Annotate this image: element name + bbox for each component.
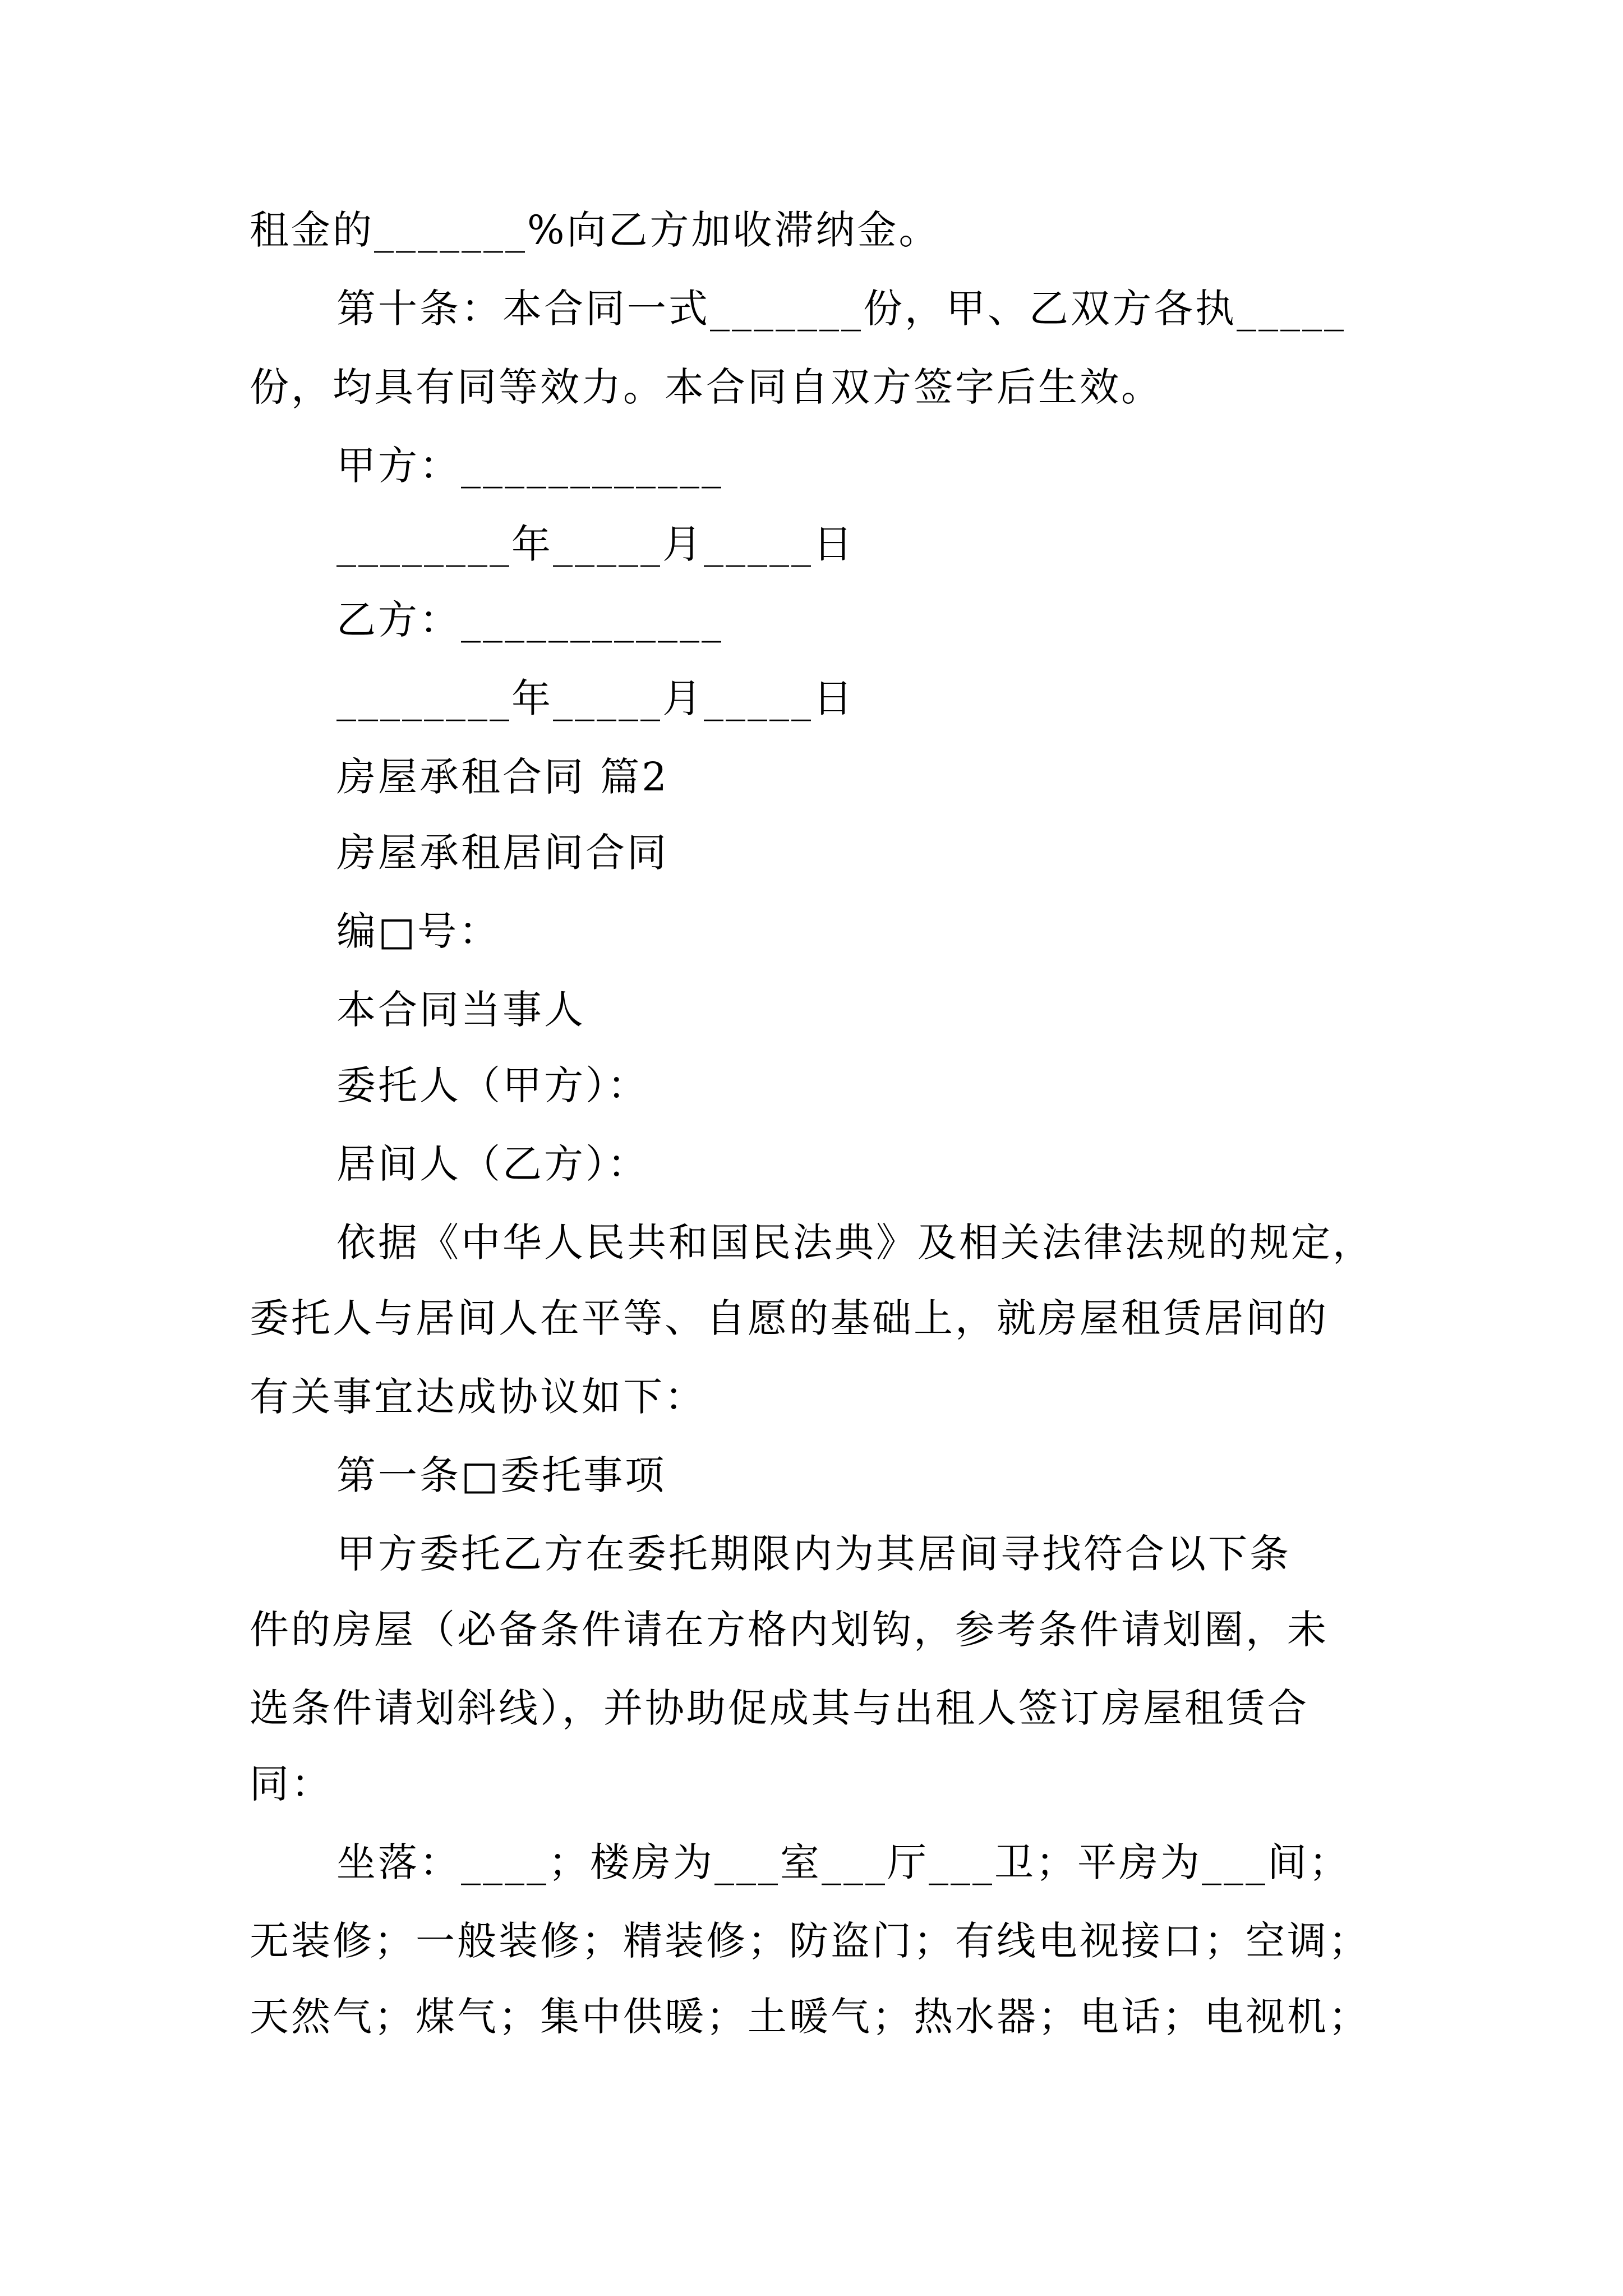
paragraph-article-10-line-2: 份，均具有同等效力。本合同自双方签字后生效。: [250, 364, 1163, 410]
article-1-line-3: 选条件请划斜线），并协助促成其与出租人签订房屋租赁合: [250, 1685, 1309, 1731]
article-1-line-4: 同：: [250, 1761, 333, 1807]
basis-line-1: 依据《中华人民共和国民法典》及相关法律法规的规定，: [336, 1220, 1374, 1266]
article-1-title: 第一条□委托事项: [336, 1452, 667, 1498]
location-line-1: 坐落：____；楼房为___室___厅___卫；平房为___间；: [336, 1839, 1350, 1885]
paragraph-late-fee: 租金的_______%向乙方加收滞纳金。: [250, 207, 940, 253]
paragraph-article-10-line-1: 第十条：本合同一式_______份，甲、乙双方各执_____: [336, 286, 1346, 332]
section-title: 房屋承租合同 篇2: [336, 754, 669, 800]
article-1-line-1: 甲方委托乙方在委托期限内为其居间寻找符合以下条: [336, 1531, 1291, 1577]
client-party: 委托人（甲方）：: [336, 1062, 649, 1108]
intermediary-party: 居间人（乙方）：: [336, 1141, 649, 1187]
party-a-signature: 甲方：____________: [336, 443, 723, 489]
basis-line-2: 委托人与居间人在平等、自愿的基础上，就房屋租赁居间的: [250, 1295, 1329, 1341]
location-line-2: 无装修；一般装修；精装修；防盗门；有线电视接口；空调；: [250, 1918, 1370, 1964]
location-line-3: 天然气；煤气；集中供暖；土暖气；热水器；电话；电视机；: [250, 1994, 1370, 2040]
contract-title: 房屋承租居间合同: [336, 830, 668, 876]
article-1-line-2: 件的房屋（必备条件请在方格内划钩，参考条件请划圈，未: [250, 1607, 1329, 1653]
party-b-date: ________年_____月_____日: [336, 675, 855, 721]
basis-line-3: 有关事宜达成协议如下：: [250, 1374, 706, 1420]
parties-header: 本合同当事人: [336, 987, 585, 1033]
contract-number: 编□号：: [336, 908, 501, 954]
party-a-date: ________年_____月_____日: [336, 521, 855, 567]
party-b-signature: 乙方：____________: [336, 597, 723, 643]
